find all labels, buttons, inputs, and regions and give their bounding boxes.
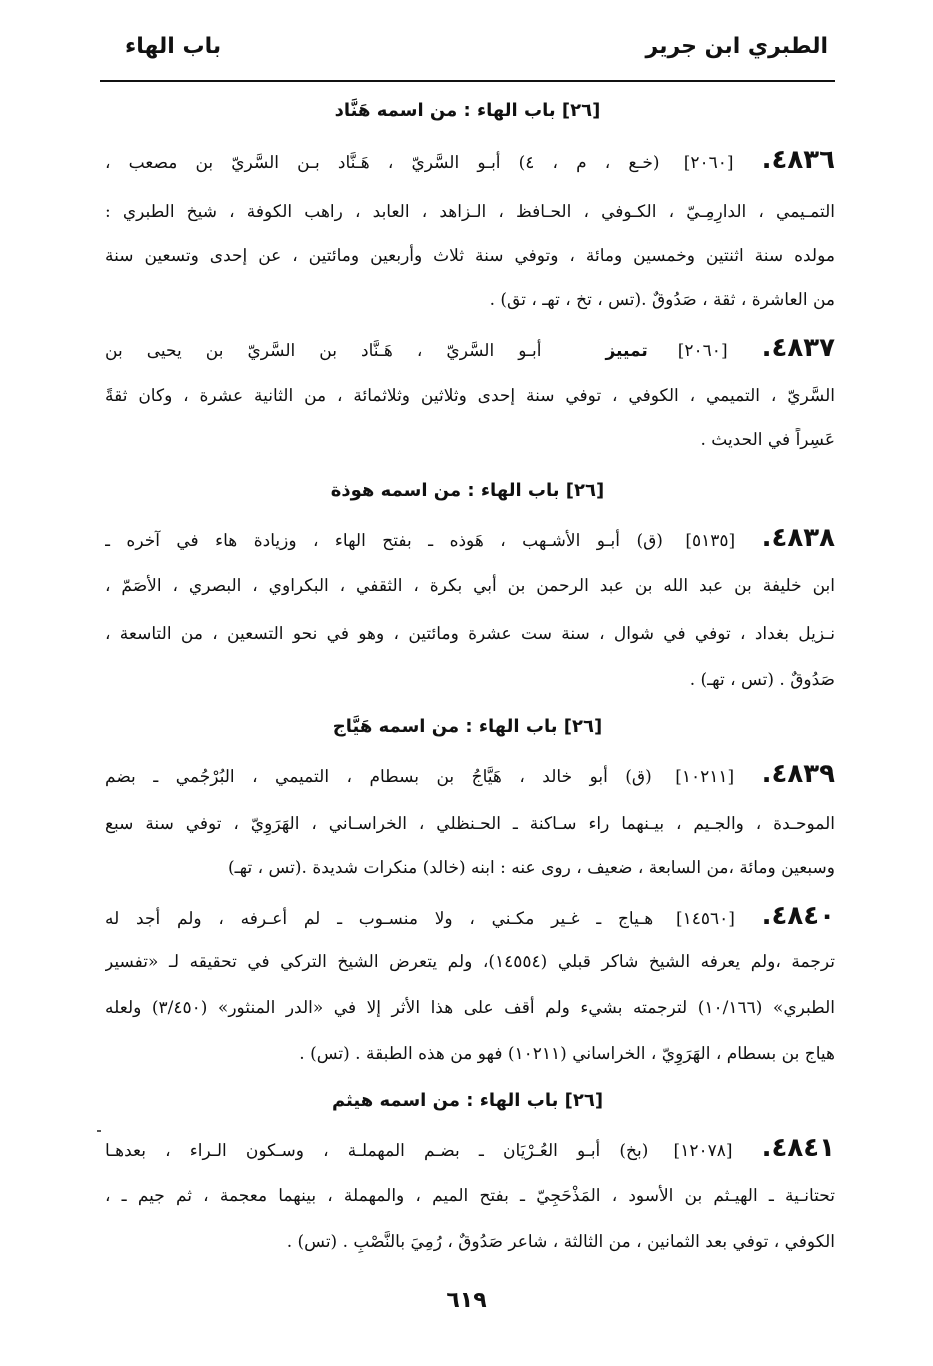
entry-text: أبـو السَّريّ ، هَـنَّاد بن السَّريّ بن يحيى بن — [105, 341, 542, 361]
entry-line: الموحـدة ، والجـيم ، بيـنهما راء سـاكنة ـ الحـنظلي ، الخراسـاني ، الهَرَوِيّ ، توفي سنة سبع — [105, 814, 835, 834]
entry-line: هياج بن بسطام ، الهَرَوِيّ ، الخراساني (١٠٢١١) فهو من هذه الطبقة . (تس) . — [299, 1044, 835, 1064]
entry-line: السَّريّ ، التميمي ، الكوفي ، توفي سنة إحدى وثلاثين وثلاثمائة ، من الثانية عشرة ، وكان ثقةً — [105, 386, 835, 406]
entry-first-line — [105, 904, 835, 931]
entry-reference: [١٠٢١١] — [675, 767, 735, 787]
entry-line: الطبري» (١٠/١٦٦) لترجمته بشيء ولم أقف على هذا الأثر إلا في «الدر المنثور» (٣/٤٥٠) ولعله — [105, 998, 835, 1018]
entry-text: (بخ) أبـو العُـرْيَان ـ بضـم المهملـة ، وسـكون الـراء ، بعدهـا — [105, 1141, 649, 1161]
entry-number: ٤٨٣٩. — [761, 762, 835, 789]
entry-first-line — [105, 148, 835, 175]
entry-reference: [١٢٠٧٨] — [673, 1141, 733, 1161]
entry-number: ٤٨٤٠. — [761, 904, 835, 931]
entry-line: التمـيمي ، الدارِمِـيّ ، الكـوفي ، الحـافظ ، الـزاهد ، العابد ، راهب الكوفة ، شيخ الطبري : — [105, 202, 835, 222]
entry-line: صَدُوقٌ . (تس ، تهـ) . — [689, 670, 835, 690]
entry-number: ٤٨٣٨. — [761, 526, 835, 553]
entry-line: من العاشرة ، ثقة ، صَدُوقٌ .(تس ، تخ ، تهـ ، تق) . — [489, 290, 835, 310]
section-heading: [٢٦] باب الهاء : من اسمه هوذة — [330, 480, 605, 501]
entry-first-line — [105, 1136, 835, 1163]
entry-line: مولده سنة اثنتين وخمسين ومائة ، وتوفي سنة ثلاث وأربعين ومائتين ، عن إحدى وتسعين سنة — [105, 246, 835, 266]
entry-line: عَسِراً في الحديث . — [700, 430, 835, 450]
entry-line: الكوفي ، توفي بعد الثمانين ، من الثالثة ، شاعر صَدُوقٌ ، رُمِيَ بالنَّصْبِ . (تس) . — [286, 1232, 835, 1252]
entry-line: نـزيل بغداد ، توفي في شوال ، سنة ست عشرة ومائتين ، وهو في نحو التسعين ، من التاسعة ، — [105, 624, 835, 644]
section-heading: [٢٦] باب الهاء : من اسمه هَيَّاج — [332, 716, 603, 737]
page-number: ٦١٩ — [446, 1288, 487, 1313]
running-header-chapter-title: باب الهاء — [125, 34, 222, 59]
margin-mark — [97, 1130, 101, 1132]
entry-line: تحتانـية ـ الهيـثم بن الأسود ، المَذْحَجِيّ ـ بفتح الميم ، والمهملة ، بينهما معجمة ، ثم جيم ـ ، — [105, 1186, 835, 1206]
entry-text: هـياج ـ غـير مكـني ، ولا منسـوب ـ لم أعـرفه ، ولم أجد له — [105, 909, 654, 929]
entry-reference: [٢٠٦٠] — [683, 153, 734, 173]
entry-line: ابن خليفة بن عبد الله بن عبد الرحمن بن أبي بكرة ، الثقفي ، البكراوي ، البصري ، الأَصَمّ ، — [105, 576, 835, 596]
entry-first-line — [105, 336, 835, 363]
entry-reference: [٢٠٦٠] — [677, 341, 728, 361]
header-rule — [100, 80, 835, 82]
section-heading: [٢٦] باب الهاء : من اسمه هيثم — [331, 1090, 604, 1111]
section-heading: [٢٦] باب الهاء : من اسمه هَنَّاد — [334, 100, 601, 121]
entry-text: (ق) أبو خالد ، هَيَّاجُ بن بسطام ، التميمي ، البُرْجُمي ـ بضم — [105, 767, 652, 787]
entry-text: (خـع ، م ، ٤) أبـو السَّريّ ، هَـنَّاد بـن السَّريّ بن مصعب ، — [105, 153, 660, 173]
entry-number: ٤٨٤١. — [761, 1136, 835, 1163]
entry-line: ترجمة ،ولم يعرفه الشيخ شاكر قبلي (١٤٥٥٤)، ولم يتعرض الشيخ التركي في تحقيقه لـ «تفسير — [105, 952, 835, 972]
entry-line: وسبعين ومائة ،من السابعة ، ضعيف ، روى عنه : ابنه (خالد) منكرات شديدة .(تس ، تهـ) — [228, 858, 835, 878]
entry-number: ٤٨٣٧. — [761, 336, 835, 363]
entry-text: (ق) أبـو الأشـهب ، هَوذه ـ بفتح الهاء ، وزيادة هاء في آخره ـ — [105, 531, 663, 551]
entry-number: ٤٨٣٦. — [761, 148, 835, 175]
entry-tag: تمييز — [605, 341, 648, 361]
entry-first-line — [105, 762, 835, 789]
entry-reference: [٥١٣٥] — [685, 531, 736, 551]
entry-reference: [١٤٥٦٠] — [675, 909, 735, 929]
entry-first-line — [105, 526, 835, 553]
running-header-book-title: الطبري ابن جرير — [645, 34, 828, 59]
